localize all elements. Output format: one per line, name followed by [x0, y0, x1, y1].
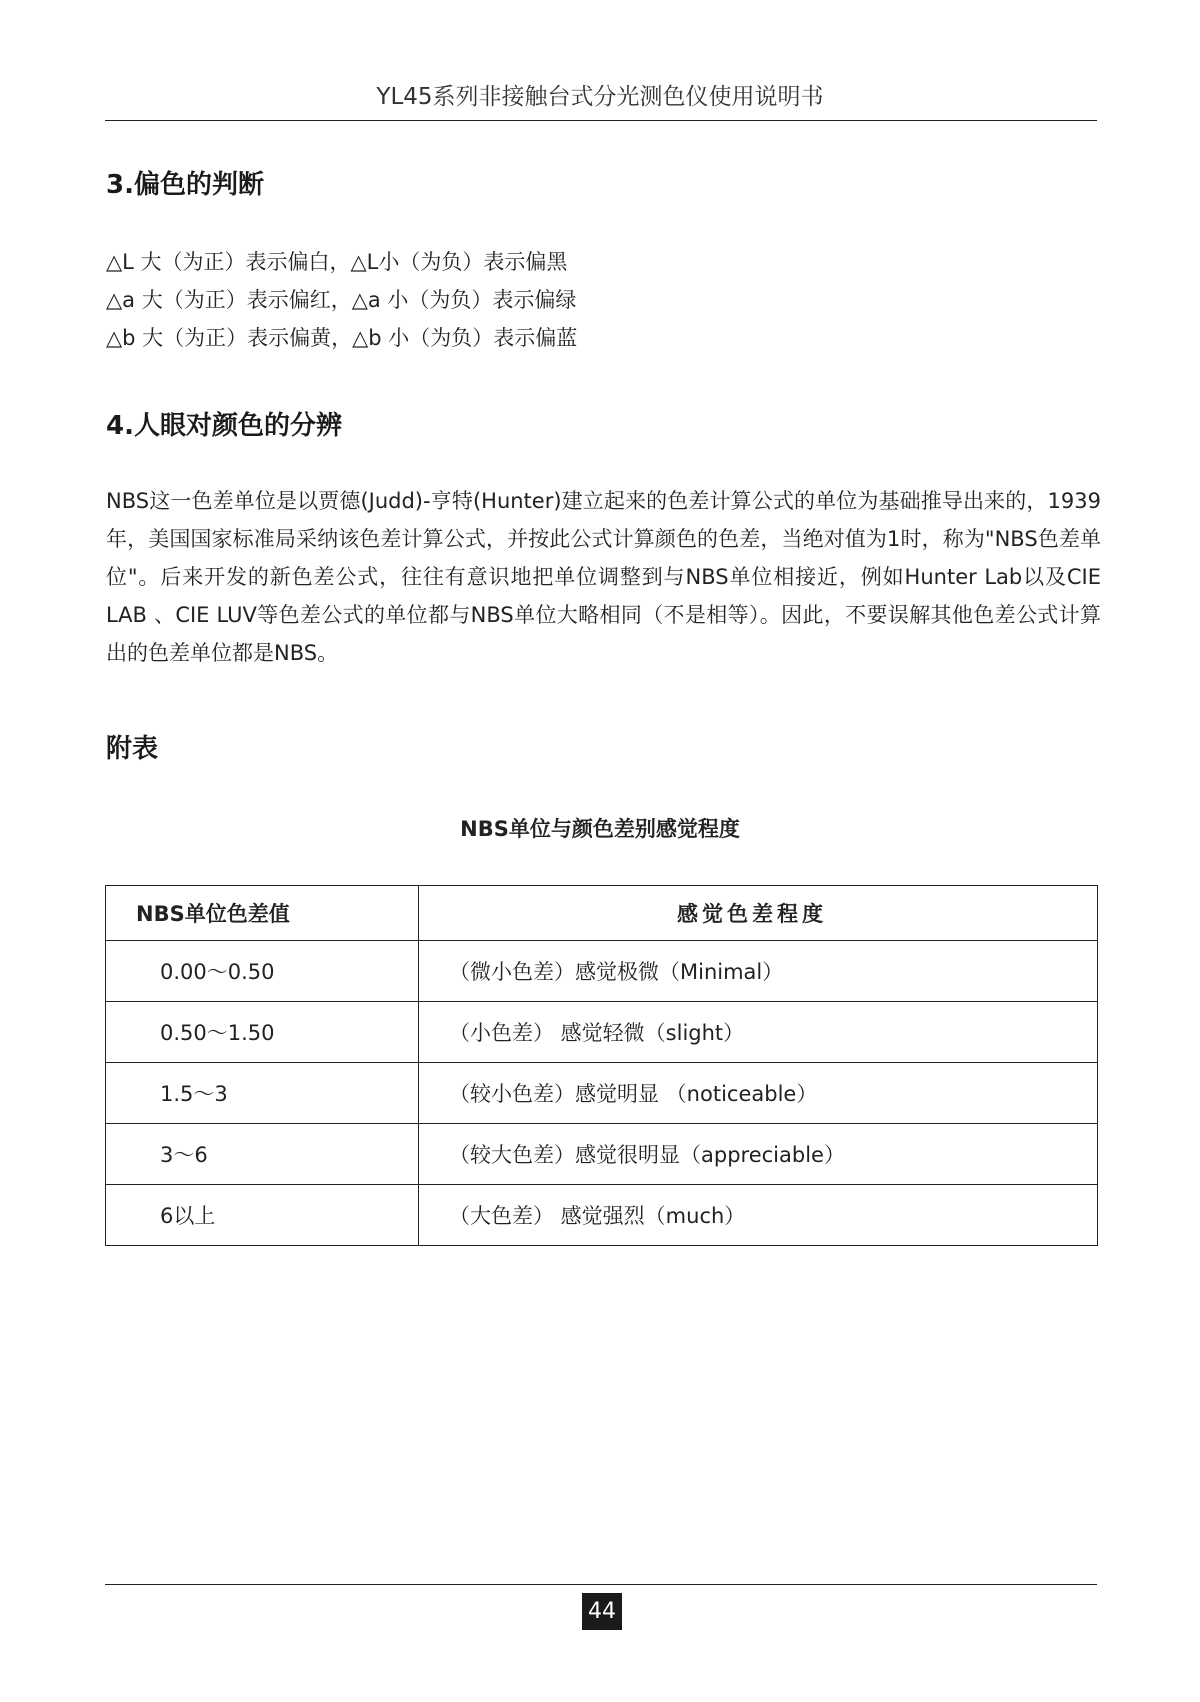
document-header-title: YL45系列非接触台式分光测色仪使用说明书 [376, 84, 824, 110]
section-3-heading: 3.偏色的判断 [106, 170, 264, 200]
header-divider [105, 120, 1097, 121]
table-cell-value: 0.00～0.50 [106, 941, 419, 1002]
appendix-heading: 附表 [106, 734, 159, 764]
column-header-perception-degree: 感觉色差程度 [419, 886, 1098, 941]
table-cell-degree: （微小色差）感觉极微（Minimal） [419, 941, 1098, 1002]
nbs-explanation-paragraph: NBS这一色差单位是以贾德(Judd)-亨特(Hunter)建立起来的色差计算公式的单位为基础推导出来的，1939年，美国国家标准局采纳该色差计算公式，并按此公式计算颜色的色差，当绝对值为1时，称为"NBS色差单位"。后来开发的新色差公式，往往有意识地把单位调整到与NBS单位相接近，例如Hunter Lab以及CIE LAB 、CIE LUV等色差公式的单位都与NBS单位大略相同（不是相等）。因此，不要误解其他色差公式计算出的色差单位都是NBS。 [106, 489, 1101, 665]
bias-line-b: △b 大（为正）表示偏黄，△b 小（为负）表示偏蓝 [106, 326, 578, 350]
table-cell-degree: （较小色差）感觉明显 （noticeable） [419, 1063, 1098, 1124]
nbs-color-difference-table [105, 885, 1098, 1246]
table-row [106, 1063, 1098, 1124]
column-header-nbs-value: NBS单位色差值 [106, 886, 419, 941]
table-cell-value: 1.5～3 [106, 1063, 419, 1124]
page-number: 44 [582, 1593, 622, 1630]
table-cell-degree: （小色差） 感觉轻微（slight） [419, 1002, 1098, 1063]
footer-divider [105, 1584, 1097, 1585]
table-row [106, 1124, 1098, 1185]
section-4-heading: 4.人眼对颜色的分辨 [106, 411, 342, 441]
table-cell-degree: （较大色差）感觉很明显（appreciable） [419, 1124, 1098, 1185]
table-cell-value: 3～6 [106, 1124, 419, 1185]
bias-line-a: △a 大（为正）表示偏红，△a 小（为负）表示偏绿 [106, 288, 577, 312]
table-cell-value: 0.50～1.50 [106, 1002, 419, 1063]
bias-line-l: △L 大（为正）表示偏白，△L小（为负）表示偏黑 [106, 250, 568, 274]
table-row [106, 1185, 1098, 1246]
table-caption: NBS单位与颜色差别感觉程度 [460, 817, 740, 841]
table-header-row [106, 886, 1098, 941]
table-cell-degree: （大色差） 感觉强烈（much） [419, 1185, 1098, 1246]
table-cell-value: 6以上 [106, 1185, 419, 1246]
table-row [106, 941, 1098, 1002]
table-row [106, 1002, 1098, 1063]
